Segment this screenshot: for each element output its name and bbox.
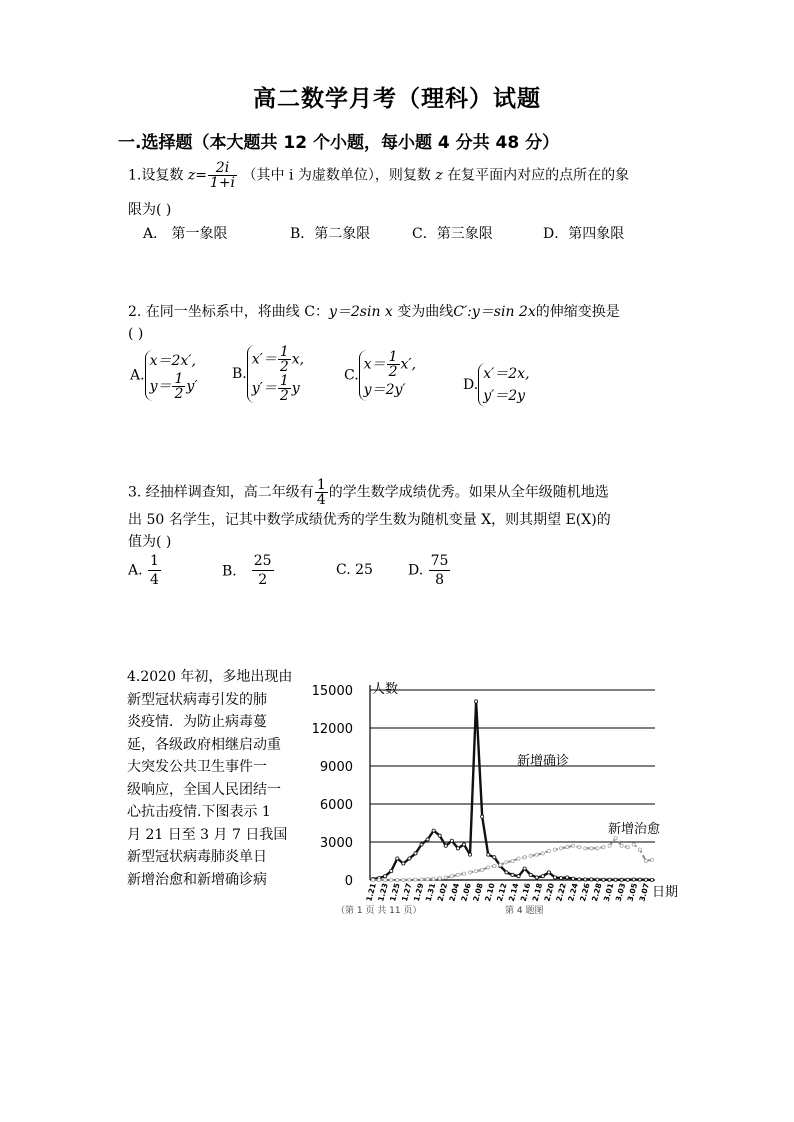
data-point: [620, 878, 623, 881]
data-point: [511, 859, 514, 862]
q2-option-b: B. x′＝ $\frac{1}{2}$ x, y′＝ $\frac{1}{2}$ y: [232, 344, 305, 404]
data-point: [444, 844, 447, 847]
data-point: [578, 845, 581, 848]
data-point: [426, 878, 429, 881]
x-tick-label: 2.22: [554, 882, 568, 903]
y-tick-label: 12000: [311, 722, 353, 737]
data-point: [517, 857, 520, 860]
x-tick-label: 2.28: [590, 882, 604, 903]
data-point: [408, 857, 411, 860]
data-point: [523, 856, 526, 859]
chart-series: [371, 700, 653, 882]
data-point: [432, 829, 435, 832]
data-point: [553, 876, 556, 879]
annotation-confirmed: 新增确诊: [517, 754, 570, 769]
data-point: [487, 853, 490, 856]
data-point: [638, 848, 641, 851]
x-tick-label: 2.10: [483, 882, 497, 903]
question-3: 3. 经抽样调查知，高二年级有 $\frac{1}{4}$ 的学生数学成绩优秀。如果从全年级随机地选: [128, 477, 609, 508]
data-point: [414, 852, 417, 855]
data-point: [444, 876, 447, 879]
q3-option-d: D. $\frac{75}{8}$: [408, 553, 449, 588]
data-point: [541, 852, 544, 855]
data-point: [529, 873, 532, 876]
data-point: [650, 878, 653, 881]
data-point: [608, 844, 611, 847]
y-tick-label: 15000: [311, 684, 353, 699]
data-point: [584, 847, 587, 850]
data-point: [426, 838, 429, 841]
data-point: [644, 859, 647, 862]
data-point: [547, 871, 550, 874]
data-point: [420, 878, 423, 881]
data-point: [487, 866, 490, 869]
data-point: [590, 847, 593, 850]
data-point: [462, 843, 465, 846]
data-point: [475, 870, 478, 873]
data-point: [596, 847, 599, 850]
x-tick-label: 3.01: [601, 882, 616, 903]
data-point: [432, 877, 435, 880]
data-point: [396, 857, 399, 860]
question-3-line2: 出 50 名学生，记其中数学成绩优秀的学生数为随机变量 X，则其期望 E(X)的: [128, 512, 611, 528]
data-point: [614, 878, 617, 881]
y-tick-label: 0: [344, 874, 353, 889]
x-tick-label: 2.02: [435, 882, 450, 903]
x-tick-label: 1.23: [376, 882, 390, 903]
data-point: [535, 853, 538, 856]
x-tick-label: 2.20: [542, 882, 556, 903]
data-point: [547, 849, 550, 852]
chart-x-ticks: [364, 882, 651, 902]
data-point: [523, 867, 526, 870]
x-tick-label: 1.27: [400, 882, 414, 903]
data-point: [644, 878, 647, 881]
figure-caption: 第 4 题图: [505, 906, 544, 916]
data-point: [529, 854, 532, 857]
data-point: [390, 878, 393, 881]
data-point: [626, 845, 629, 848]
data-point: [493, 864, 496, 867]
data-point: [572, 877, 575, 880]
data-point: [396, 878, 399, 881]
data-point: [450, 839, 453, 842]
x-tick-label: 1.31: [423, 882, 438, 903]
data-point: [377, 878, 380, 881]
data-point: [626, 878, 629, 881]
q1-option-a: A． 第一象限: [143, 226, 228, 242]
x-tick-label: 2.18: [530, 882, 545, 903]
data-point: [420, 843, 423, 846]
data-point: [481, 868, 484, 871]
page-footer: （第 1 页 共 11 页）: [336, 906, 422, 916]
question-3-line3: 值为( ): [128, 534, 172, 550]
y-tick-label: 9000: [319, 760, 353, 775]
data-point: [390, 870, 393, 873]
data-point: [584, 878, 587, 881]
section-heading: 一.选择题（本大题共 12 个小题，每小题 4 分共 48 分）: [118, 133, 560, 153]
y-axis-label: 人数: [372, 682, 399, 697]
data-point: [614, 837, 617, 840]
data-point: [414, 878, 417, 881]
q1-option-d: D．第四象限: [543, 226, 625, 242]
data-point: [450, 875, 453, 878]
y-tick-label: 3000: [319, 836, 353, 851]
data-point: [468, 853, 471, 856]
x-tick-label: 2.08: [471, 882, 485, 903]
fraction: $\frac{2i}{1+i}$: [209, 160, 236, 191]
question-4-text: 4.2020 年初，多地出现由 新型冠状病毒引发的肺 炎疫情．为防止病毒蔓 延，各级政府相继启动重 大突发公共卫生事件一 级响应，全国人民团结一 心抗击疫情.下图表示 1 月 21 日至 3 月 7 日我国 新型冠状病毒肺炎单日 新增治愈和新增确诊病: [127, 669, 293, 888]
data-point: [578, 878, 581, 881]
data-point: [456, 847, 459, 850]
data-point: [456, 873, 459, 876]
data-point: [590, 878, 593, 881]
data-point: [475, 700, 478, 703]
y-tick-label: 6000: [319, 798, 353, 813]
chart-y-ticks: [312, 684, 353, 889]
data-point: [408, 878, 411, 881]
x-tick-label: 3.03: [613, 882, 628, 903]
x-tick-label: 1.21: [364, 882, 378, 903]
q2-option-c: C. x＝ $\frac{1}{2}$ x′, y＝2y′: [344, 350, 416, 401]
data-point: [505, 871, 508, 874]
data-point: [371, 878, 374, 881]
data-point: [602, 878, 605, 881]
data-point: [541, 875, 544, 878]
x-tick-label: 1.25: [388, 882, 402, 903]
data-point: [384, 875, 387, 878]
x-tick-label: 2.06: [459, 882, 473, 903]
data-point: [535, 876, 538, 879]
data-point: [608, 878, 611, 881]
question-1: 1.设复数 z= $\frac{2i}{1+i}$ （其中 i 为虚数单位），则复数 z 在复平面内对应的点所在的象: [128, 160, 630, 191]
x-tick-label: 2.24: [566, 882, 580, 903]
data-point: [438, 834, 441, 837]
q3-option-c: C. 25: [336, 562, 373, 578]
data-point: [596, 878, 599, 881]
data-point: [632, 878, 635, 881]
q3-option-b: B． $\frac{25}{2}$: [222, 553, 272, 588]
x-tick-label: 2.12: [495, 882, 509, 903]
data-point: [493, 856, 496, 859]
data-point: [638, 878, 641, 881]
data-point: [511, 873, 514, 876]
data-point: [565, 876, 568, 879]
data-point: [384, 878, 387, 881]
data-point: [517, 875, 520, 878]
data-point: [462, 872, 465, 875]
data-point: [632, 843, 635, 846]
data-point: [402, 862, 405, 865]
data-point: [481, 815, 484, 818]
data-point: [559, 877, 562, 880]
data-point: [559, 847, 562, 850]
q2-option-a: A. x＝2x′, y＝ $\frac{1}{2}$ y′: [130, 350, 198, 401]
page-title: 高二数学月考（理科）试题: [253, 86, 541, 112]
q2-option-d: D. x′＝2x, y′＝2y: [463, 363, 530, 407]
data-point: [565, 845, 568, 848]
question-2: 2. 在同一坐标系中，将曲线 C：y＝2sin x 变为曲线C′:y＝sin 2x的伸缩变换是: [128, 304, 620, 320]
data-point: [602, 845, 605, 848]
data-point: [553, 848, 556, 851]
data-point: [620, 844, 623, 847]
x-tick-label: 3.07: [637, 882, 651, 903]
x-tick-label: 1.29: [411, 882, 426, 903]
annotation-recovered: 新增治愈: [608, 822, 661, 837]
data-point: [402, 878, 405, 881]
x-tick-label: 2.04: [447, 882, 461, 903]
data-point: [499, 863, 502, 866]
q1-option-b: B．第二象限: [290, 226, 371, 242]
x-axis-label: 日期: [652, 885, 679, 900]
x-tick-label: 2.16: [518, 882, 533, 903]
chart-gridlines: [370, 685, 655, 880]
data-point: [438, 877, 441, 880]
data-point: [572, 844, 575, 847]
question-1-line2: 限为( ): [128, 202, 172, 218]
x-tick-label: 2.14: [506, 882, 521, 903]
x-tick-label: 3.05: [625, 882, 640, 903]
data-point: [650, 858, 653, 861]
covid-line-chart: [300, 670, 690, 925]
data-point: [468, 871, 471, 874]
question-2-line2: ( ): [128, 326, 144, 342]
q1-option-c: C．第三象限: [412, 226, 493, 242]
data-point: [505, 861, 508, 864]
q3-option-a: A. $\frac{1}{4}$: [128, 553, 159, 588]
x-tick-label: 2.26: [578, 882, 592, 903]
